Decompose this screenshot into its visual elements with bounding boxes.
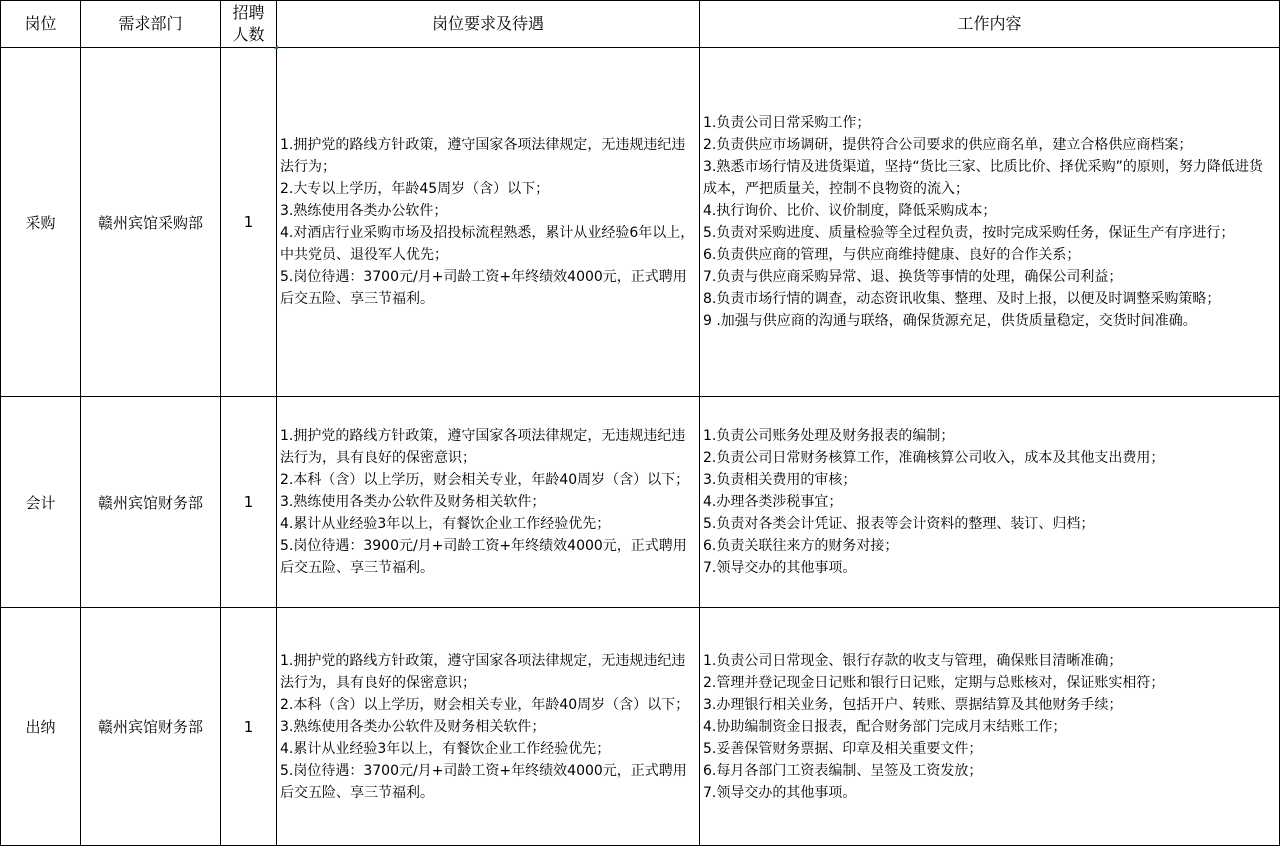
requirement-item: 2.大专以上学历，年龄45周岁（含）以下； [280,181,550,197]
requirement-item: 1.拥护党的路线方针政策，遵守国家各项法律规定，无违规违纪违法行为； [280,137,686,175]
duty-item: 4.办理各类涉税事宜； [703,494,843,510]
requirement-item: 3.熟练使用各类办公软件及财务相关软件； [280,718,546,735]
requirement-item: 4.累计从业经验3年以上，有餐饮企业工作经验优先； [280,516,611,532]
duty-item: 3.熟悉市场行情及进货渠道，坚持“货比三家、比质比价、择优采购”的原则，努力降低进货成本，严把质量关，控制不良物资的流入； [703,159,1263,197]
cell-department: 赣州宾馆财务部 [81,397,221,608]
table-row [1,397,1280,608]
cell-count: 1 [221,48,277,397]
duty-item: 2.负责公司日常财务核算工作，准确核算公司收入，成本及其他支出费用； [703,450,1165,466]
cell-requirements [277,397,700,608]
duty-item: 5.负责对采购进度、质量检验等全过程负责，按时完成采购任务，保证生产有序进行； [703,225,1235,241]
requirement-item: 2.本科（含）以上学历，财会相关专业，年龄40周岁（含）以下； [280,472,690,488]
duty-item: 1.负责公司日常现金、银行存款的收支与管理，确保账目清晰准确； [703,652,1123,669]
header-department: 需求部门 [81,1,221,48]
duty-item: 2.负责供应市场调研，提供符合公司要求的供应商名单，建立合格供应商档案； [703,137,1193,153]
requirement-item: 4.累计从业经验3年以上，有餐饮企业工作经验优先； [280,740,611,757]
duty-item: 8.负责市场行情的调查，动态资讯收集、整理、及时上报，以便及时调整采购策略； [703,291,1221,307]
duty-item: 7.领导交办的其他事项。 [703,560,857,576]
cell-count: 1 [221,397,277,608]
header-count-label: 招聘人数 [232,3,265,44]
duty-item: 6.负责供应商的管理，与供应商维持健康、良好的合作关系； [703,247,1081,263]
duty-item: 9 .加强与供应商的沟通与联络，确保货源充足，供货质量稳定，交货时间准确。 [703,313,1197,329]
cell-position: 采购 [1,48,81,397]
header-row [1,1,1280,48]
requirement-item: 5.岗位待遇：3900元/月+司龄工资+年终绩效4000元，正式聘用后交五险、享三节福利。 [280,538,687,576]
duty-item: 3.办理银行相关业务，包括开户、转账、票据结算及其他财务手续； [703,696,1123,713]
duty-item: 2.管理并登记现金日记账和银行日记账，定期与总账核对，保证账实相符； [703,674,1165,691]
requirement-item: 3.熟练使用各类办公软件； [280,203,448,219]
header-requirements: 岗位要求及待遇 [277,1,700,48]
requirement-item: 3.熟练使用各类办公软件及财务相关软件； [280,494,546,510]
header-duties: 工作内容 [700,1,1280,48]
requirement-item: 5.岗位待遇：3700元/月+司龄工资+年终绩效4000元，正式聘用后交五险、享三节福利。 [280,269,687,307]
header-position: 岗位 [1,1,81,48]
cell-department: 赣州宾馆财务部 [81,608,221,846]
duty-item: 3.负责相关费用的审核； [703,472,857,488]
duty-item: 4.协助编制资金日报表，配合财务部门完成月末结账工作； [703,718,1067,735]
cell-comment-marker [274,45,278,49]
cell-requirements [277,608,700,846]
cell-duties [700,608,1280,846]
header-count [221,1,277,48]
requirement-item: 5.岗位待遇：3700元/月+司龄工资+年终绩效4000元，正式聘用后交五险、享三节福利。 [280,762,687,801]
cell-requirements [277,48,700,397]
table-row [1,608,1280,846]
duty-item: 1.负责公司账务处理及财务报表的编制； [703,428,955,444]
cell-count: 1 [221,608,277,846]
duty-item: 7.负责与供应商采购异常、退、换货等事情的处理，确保公司利益； [703,269,1123,285]
cell-department: 赣州宾馆采购部 [81,48,221,397]
duty-item: 6.负责关联往来方的财务对接； [703,538,899,554]
cell-position: 会计 [1,397,81,608]
requirement-item: 1.拥护党的路线方针政策，遵守国家各项法律规定，无违规违纪违法行为，具有良好的保密意识； [280,652,686,691]
requirement-item: 1.拥护党的路线方针政策，遵守国家各项法律规定，无违规违纪违法行为，具有良好的保密意识； [280,428,686,466]
duty-item: 6.每月各部门工资表编制、呈签及工资发放； [703,762,983,779]
cell-duties [700,48,1280,397]
cell-position: 出纳 [1,608,81,846]
duty-item: 7.领导交办的其他事项。 [703,784,857,801]
duty-item: 1.负责公司日常采购工作； [703,115,871,131]
duty-item: 5.妥善保管财务票据、印章及相关重要文件； [703,740,983,757]
requirement-item: 4.对酒店行业采购市场及招投标流程熟悉，累计从业经验6年以上，中共党员、退役军人优先； [280,225,695,263]
duty-item: 4.执行询价、比价、议价制度，降低采购成本； [703,203,997,219]
cell-duties [700,397,1280,608]
table-row [1,48,1280,397]
duty-item: 5.负责对各类会计凭证、报表等会计资料的整理、装订、归档； [703,516,1095,532]
requirement-item: 2.本科（含）以上学历，财会相关专业，年龄40周岁（含）以下； [280,696,690,713]
